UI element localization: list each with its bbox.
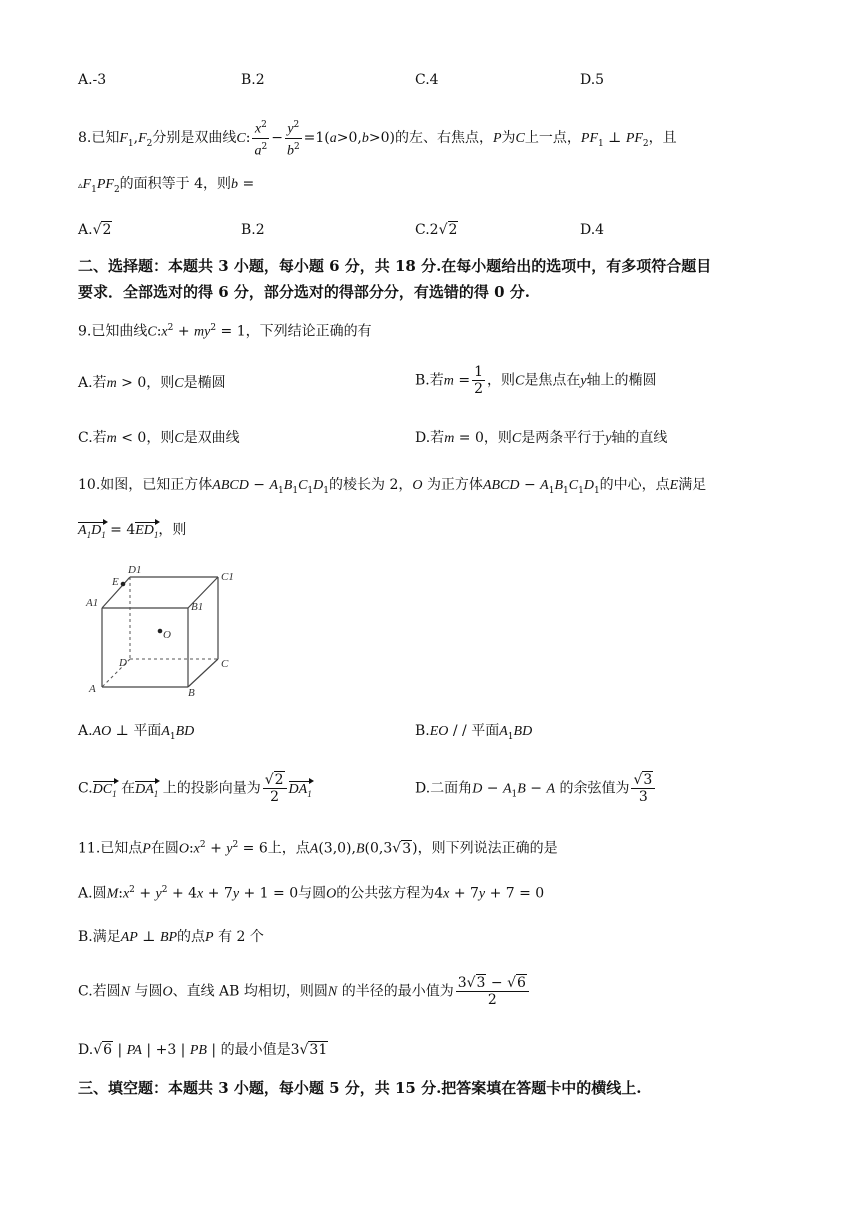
label-a: A — [89, 683, 96, 695]
section2-heading-line2: 要求．全部选对的得 6 分，部分选对的得部分分，有选错的得 0 分. — [78, 283, 530, 301]
q8-option-d: D.4 — [580, 222, 605, 238]
q9-option-d: D.若m = 0，则C是两条平行于y轴的直线 — [415, 430, 668, 446]
q8-option-b: B.2 — [241, 222, 265, 238]
section3-heading: 三、填空题：本题共 3 小题，每小题 5 分，共 15 分.把答案填在答题卡中的横线上. — [78, 1079, 642, 1097]
point-e-dot — [121, 582, 126, 587]
q11-option-c: C.若圆N 与圆O、直线 AB 均相切，则圆N 的半径的最小值为 $\frac{3√3 - √6}{2}$ — [78, 975, 531, 1008]
label-b: B — [188, 687, 195, 699]
q7-option-d: D.5 — [580, 72, 605, 88]
section2-heading-line1: 二、选择题：本题共 3 小题，每小题 6 分，共 18 分.在每小题给出的选项中，有多项符合题目 — [78, 257, 712, 275]
label-d1: D1 — [128, 564, 142, 576]
q8-stem-line1: 8.已知$F_1,F_2$分别是双曲线C: $\frac{x^2}{a^2}$ − $\frac{y^2}{b^2}$ =1(a>0,b>0)的左、右焦点，P为C上一点，$PF_1$ ⊥ $PF_2$，且 — [78, 117, 677, 159]
q10-cube-figure — [82, 563, 242, 703]
q10-option-d: D.二面角$D - A_1B - A$ 的余弦值为 $\frac{√3}{3}$ — [415, 772, 657, 805]
q8-option-c: C.2√2 — [415, 222, 458, 238]
label-a1: A1 — [86, 597, 99, 609]
q11-stem: 11.已知点P在圆$O:x^2 + y^2 = 6$上，点A(3,0),B(0,3√3)，则下列说法正确的是 — [78, 840, 558, 857]
point-o-dot — [158, 629, 163, 634]
q8-option-a: A.√2 — [78, 222, 112, 238]
q11-option-d: D.√6 | PA | +3 | PB | 的最小值是3√31 — [78, 1042, 328, 1058]
q10-option-c: $C.DC_1$ 在$DA_1$ 上的投影向量为 $\frac{√2}{2}$ $DA_1$ — [78, 772, 312, 805]
q9-option-b: B.若m = $\frac{1}{2}$ ，则C是焦点在y轴上的椭圆 — [415, 364, 657, 397]
q11-option-a: A.圆$M:x^2 + y^2 + 4x + 7y + 1 = 0$与圆O的公共弦方程为4x + 7y + 7 = 0 — [78, 885, 545, 902]
q7-option-b: B.2 — [241, 72, 265, 88]
q8-stem-line2: $▵F_1PF_2$的面积等于 4，则b = — [78, 176, 255, 195]
q9-option-c: C.若m < 0，则C是双曲线 — [78, 430, 240, 446]
label-b1: B1 — [191, 601, 204, 613]
q11-option-b: B.满足AP ⊥ BP的点P 有 2 个 — [78, 929, 264, 945]
q10-option-b: B.EO / / 平面$A_1BD$ — [415, 723, 533, 742]
label-e: E — [112, 576, 119, 588]
q10-stem-line2: $A_1D_1 = 4ED_1$，则 — [78, 522, 187, 540]
q9-stem: 9.已知曲线$C:x^2 + my^2 = 1$，下列结论正确的有 — [78, 323, 372, 340]
label-c: C — [221, 658, 229, 670]
label-c1: C1 — [221, 571, 234, 583]
q10-stem-line1: 10.如图，已知正方体ABCD − $A_1B_1C_1D_1$的棱长为 2，O 为正方体ABCD − $A_1B_1C_1D_1$的中心，点E满足 — [78, 477, 707, 496]
label-d: D — [119, 657, 127, 669]
q9-option-a: A.若m > 0，则C是椭圆 — [78, 375, 226, 391]
q10-option-a: A.AO ⊥ 平面$A_1BD$ — [78, 723, 195, 742]
q7-option-a: A.-3 — [78, 72, 107, 88]
q7-option-c: C.4 — [415, 72, 439, 88]
label-o: O — [163, 629, 171, 641]
